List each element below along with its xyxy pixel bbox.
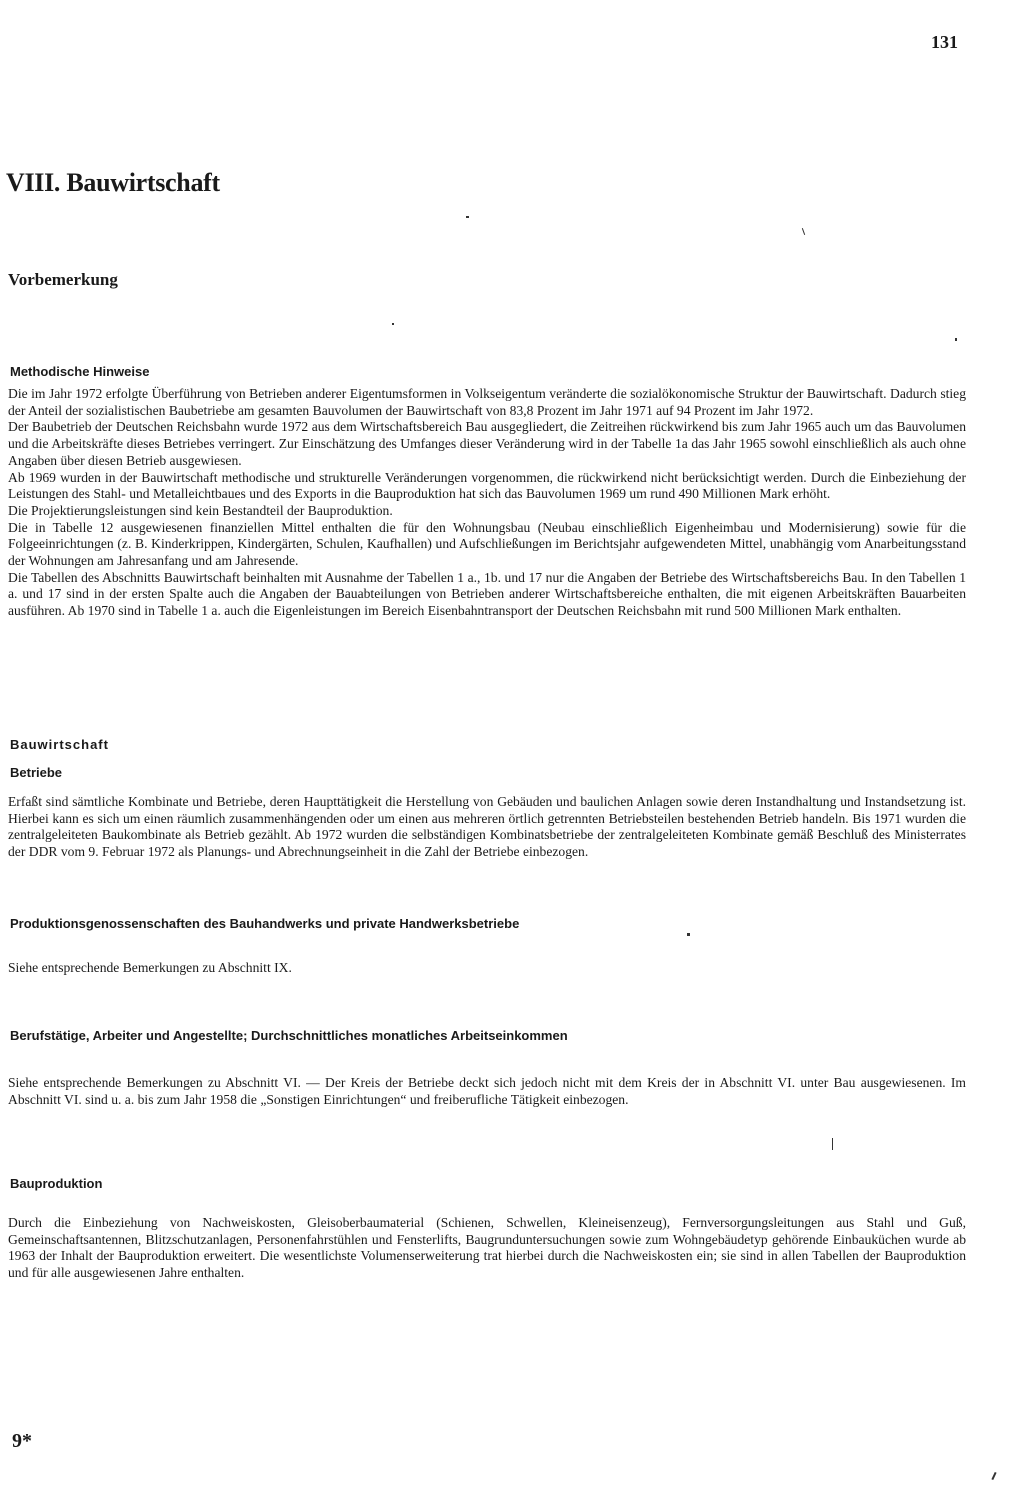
paragraph: Der Baubetrieb der Deutschen Reichsbahn wurde 1972 aus dem Wirtschaftsbereich Bau ausgegliedert, die Zeitreihen rückwirkend bis zum Jahr 1965 auch um das Bauvolumen und die Arbeitskräfte dieses Betriebes verringert. Zur Einschätzung des Umfanges dieser Veränderung wird in der Tabelle 1a das Jahr 1965 sowohl einschließlich als auch ohne Angaben über diesen Betrieb ausgewiesen. [8, 419, 966, 468]
bauproduktion-text: Durch die Einbeziehung von Nachweiskosten, Gleisoberbaumaterial (Schienen, Schwellen, Kleineisenzeug), Fernversorgungsleitungen aus Stahl und Guß, Gemeinschaftsantennen, Blitzschutzanlagen, Personenfahrstühlen und Fensterlifts, Baugrunduntersuchungen sowie zum Wohngebäudetyp gehörende Einbauküchen wurde ab 1963 der Inhalt der Bauproduktion erweitert. Die wesentlichste Volumenserweiterung trat hierbei durch die Nachweiskosten ein; sie sind in allen Tabellen der Bauproduktion und für alle ausgewiesenen Jahre enthalten. [8, 1215, 966, 1281]
scan-speck [687, 933, 690, 936]
scan-speck [466, 216, 469, 218]
paragraph: Die in Tabelle 12 ausgewiesenen finanziellen Mittel enthalten die für den Wohnungsbau (Neubau einschließlich Eigenheimbau und Modernisierung) sowie für die Folgeeinrichtungen (z. B. Kinderkrippen, Kindergärten, Schulen, Kaufhallen) und Aufschließungen im Berichtsjahr aufgewendeten Mittel, unabhängig vom Anarbeitungsstand der Wohnungen am Jahresanfang und am Jahresende. [8, 519, 966, 569]
paragraph: Die Tabellen des Abschnitts Bauwirtschaft beinhalten mit Ausnahme der Tabellen 1 a., 1b. und 17 nur die Angaben der Betriebe des Wirtschaftsbereichs Bau. In den Tabellen 1 a. und 17 sind in der ersten Spalte auch die Angaben der Bauabteilungen von Betrieben anderer Wirtschaftsbereiche enthalten, die mit eigenen Arbeitskräften Bauarbeiten ausführen. Ab 1970 sind in Tabelle 1 a. auch die Eigenleistungen im Bereich Eisenbahntransport der Deutschen Reichsbahn mit rund 500 Millionen Mark enthalten. [8, 569, 966, 619]
scan-speck [955, 338, 957, 341]
chapter-title: VIII. Bauwirtschaft [6, 168, 220, 197]
paragraph: Die im Jahr 1972 erfolgte Überführung von Betrieben anderer Eigentumsformen in Volkseigentum veränderte die sozialökonomische Struktur der Bauwirtschaft. Dadurch stieg der Anteil der sozialistischen Baubetriebe am gesamten Bauvolumen der Bauwirtschaft von 83,8 Prozent im Jahr 1971 auf 94 Prozent im Jahr 1972. [8, 386, 966, 418]
scan-speck [802, 228, 805, 235]
scan-speck [991, 1472, 996, 1480]
section-title: Vorbemerkung [8, 270, 118, 289]
scan-speck [832, 1138, 833, 1150]
betriebe-text: Erfaßt sind sämtliche Kombinate und Betriebe, deren Haupttätigkeit die Herstellung von Gebäuden und baulichen Anlagen sowie deren Instandhaltung und Instandsetzung ist. Hierbei kann es sich um einen räumlich zusammenhängenden oder um einen aus mehreren örtlich getrennten Betriebsteilen bestehenden Betrieb handeln. Bis 1971 wurden die zentralgeleiteten Baukombinate als Betrieb gezählt. Ab 1972 wurden die selbständigen Kombinatsbetriebe der zentralgeleiteten Kombinate gemäß Beschluß des Ministerrates der DDR vom 9. Februar 1972 als Planungs- und Abrechnungseinheit in die Zahl der Betriebe einbezogen. [8, 794, 966, 860]
signature-mark: 9* [12, 1430, 32, 1452]
paragraph: Ab 1969 wurden in der Bauwirtschaft methodische und strukturelle Veränderungen vorgenommen, die rückwirkend nicht berücksichtigt werden. Durch die Einbeziehung der Leistungen des Stahl- und Metalleichtbaues und des Exports in die Bauproduktion hat sich das Bauvolumen 1969 um rund 490 Millionen Mark erhöht. [8, 469, 966, 502]
berufstaetige-heading: Berufstätige, Arbeiter und Angestellte; Durchschnittliches monatliches Arbeitseinkommen [10, 1028, 568, 1043]
scan-speck [392, 323, 394, 325]
pgh-text: Siehe entsprechende Bemerkungen zu Abschnitt IX. [8, 960, 292, 975]
methodische-hinweise-heading: Methodische Hinweise [10, 364, 150, 379]
bauwirtschaft-heading: Bauwirtschaft [10, 737, 109, 752]
pgh-heading: Produktionsgenossenschaften des Bauhandwerks und private Handwerksbetriebe [10, 916, 520, 931]
bauproduktion-heading: Bauproduktion [10, 1176, 103, 1191]
betriebe-subheading: Betriebe [10, 765, 63, 780]
paragraph: Die Projektierungsleistungen sind kein Bestandteil der Bauproduktion. [8, 502, 393, 518]
methodische-hinweise-text [8, 386, 966, 620]
page-number: 131 [931, 32, 958, 52]
berufstaetige-text: Siehe entsprechende Bemerkungen zu Abschnitt VI. — Der Kreis der Betriebe deckt sich jedoch nicht mit dem Kreis der in Abschnitt VI. unter Bau ausgewiesenen. Im Abschnitt VI. sind u. a. bis zum Jahr 1958 die „Sonstigen Einrichtungen“ und freiberufliche Tätigkeit einbezogen. [8, 1075, 966, 1107]
